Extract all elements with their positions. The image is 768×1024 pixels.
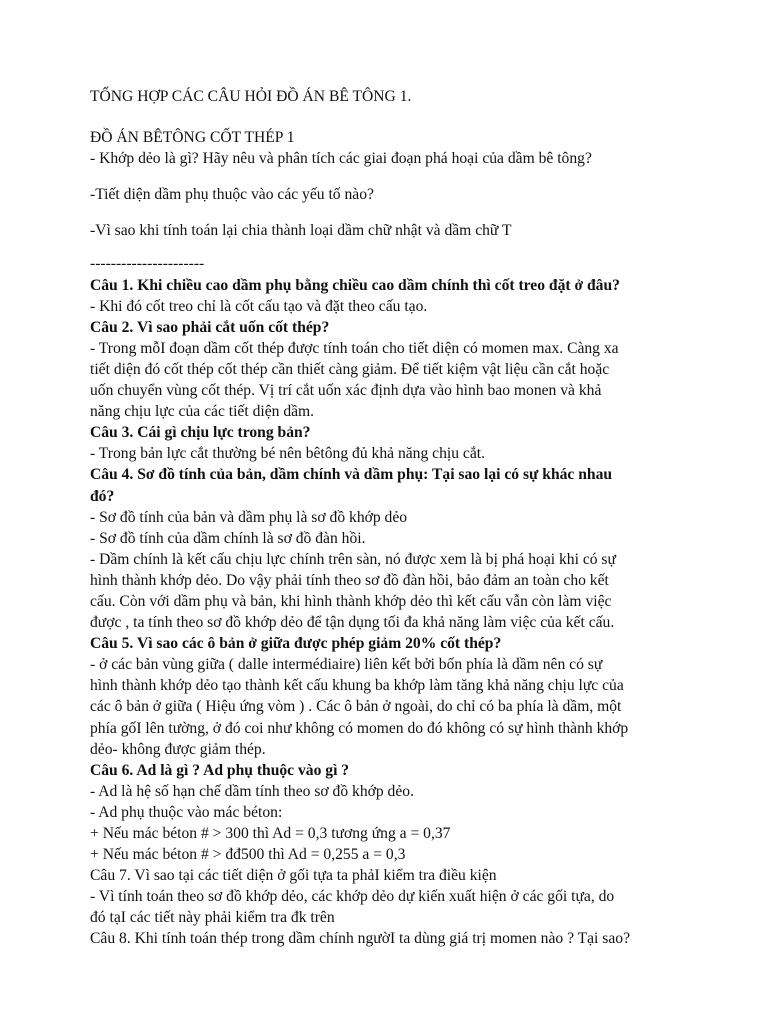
answer-7-line-2: đó tạI các tiết này phải kiểm tra đk trên xyxy=(90,909,335,927)
answer-5-line-5: dẻo- không được giảm thép. xyxy=(90,740,266,758)
question-8: Câu 8. Khi tính toán thép trong dầm chính ngườI ta dùng giá trị momen nào ? Tại sao? xyxy=(90,930,630,948)
answer-5-line-1: - ở các bản vùng giữa ( dalle intermédiaire) liên kết bởi bốn phía là dầm nên có sự xyxy=(90,656,603,674)
answer-7-line-1: - Vì tính toán theo sơ đồ khớp dẻo, các khớp dẻo dự kiến xuất hiện ở các gối tựa, do xyxy=(90,888,615,906)
answer-3: - Trong bản lực cắt thường bé nên bêtông đủ khả năng chịu cắt. xyxy=(90,445,485,463)
document-title: TỔNG HỢP CÁC CÂU HỎI ĐỒ ÁN BÊ TÔNG 1. xyxy=(90,88,412,105)
question-6: Câu 6. Ad là gì ? Ad phụ thuộc vào gì ? xyxy=(90,761,350,779)
answer-6-line-2: - Ad phụ thuộc vào mác béton: xyxy=(90,803,283,821)
answer-6-line-1: - Ad là hệ số hạn chế dầm tính theo sơ đồ khớp dẻo. xyxy=(90,782,414,800)
answer-6-line-4: + Nếu mác béton # > đđ500 thì Ad = 0,255 a = 0,3 xyxy=(90,846,406,864)
answer-4-line-4: hình thành khớp dẻo. Do vậy phải tính theo sơ đồ đàn hồi, bảo đảm an toàn cho kết xyxy=(90,571,609,589)
document-subtitle: ĐỒ ÁN BÊTÔNG CỐT THÉP 1 xyxy=(90,129,295,147)
answer-1: - Khi đó cốt treo chỉ là cốt cấu tạo và đặt theo cấu tạo. xyxy=(90,297,428,315)
question-7: Câu 7. Vì sao tại các tiết diện ở gối tựa ta phảI kiểm tra điều kiện xyxy=(90,867,497,885)
answer-2-line-4: năng chịu lực của các tiết diện dầm. xyxy=(90,403,315,421)
intro-line-1: - Khớp dẻo là gì? Hãy nêu và phân tích các giai đoạn phá hoại của dầm bê tông? xyxy=(90,150,592,168)
answer-6-line-3: + Nếu mác béton # > 300 thì Ad = 0,3 tương ứng a = 0,37 xyxy=(90,825,451,842)
intro-line-2: -Tiết diện dầm phụ thuộc vào các yếu tố nào? xyxy=(90,186,374,204)
answer-2-line-3: uốn chuyển vùng cốt thép. Vị trí cắt uốn xác định dựa vào hình bao monen và khả xyxy=(90,382,602,400)
answer-4-line-3: - Dầm chính là kết cấu chịu lực chính trên sàn, nó được xem là bị phá hoại khi có sự xyxy=(90,550,616,568)
answer-4-line-2: - Sơ đồ tính của dầm chính là sơ đồ đàn hồi. xyxy=(90,529,366,547)
question-2: Câu 2. Vì sao phải cắt uốn cốt thép? xyxy=(90,318,330,336)
answer-5-line-2: hình thành khớp dẻo tạo thành kết cấu khung ba khớp làm tăng khả năng chịu lực của xyxy=(90,677,624,695)
answer-2-line-1: - Trong mỗI đoạn dầm cốt thép được tính toán cho tiết diện có momen max. Càng xa xyxy=(90,339,619,357)
question-3: Câu 3. Cái gì chịu lực trong bản? xyxy=(90,424,311,442)
question-1: Câu 1. Khi chiều cao dầm phụ bằng chiều cao dầm chính thì cốt treo đặt ở đâu? xyxy=(90,276,620,294)
answer-2-line-2: tiết diện đó cốt thép cốt thép cần thiết càng giảm. Để tiết kiệm vật liệu cần cắt hoặc xyxy=(90,360,610,378)
document-body xyxy=(90,86,690,950)
answer-4-line-5: cấu. Còn với dầm phụ và bản, khi hình thành khớp dẻo thì kết cấu vẫn còn làm việc xyxy=(90,592,612,610)
question-4-line-1: Câu 4. Sơ đồ tính của bản, dầm chính và dầm phụ: Tại sao lại có sự khác nhau xyxy=(90,466,613,484)
answer-4-line-1: - Sơ đồ tính của bản và dầm phụ là sơ đồ khớp dẻo xyxy=(90,508,408,526)
separator-line: ---------------------- xyxy=(90,255,205,273)
answer-5-line-3: các ô bản ở giữa ( Hiệu ứng vòm ) . Các ô bản ở ngoài, do chỉ có ba phía là dầm, một xyxy=(90,698,622,716)
question-4-line-2: đó? xyxy=(90,487,115,505)
intro-line-3: -Vì sao khi tính toán lại chia thành loại dầm chữ nhật và dầm chữ T xyxy=(90,222,512,240)
answer-5-line-4: phía gốI lên tường, ở đó coi như không có momen do đó không có sự hình thành khớp xyxy=(90,719,629,737)
answer-4-line-6: được , ta tính theo sơ đồ khớp dẻo để tận dụng tối đa khả năng làm việc của kết cấu. xyxy=(90,614,615,632)
question-5: Câu 5. Vì sao các ô bản ở giữa được phép giảm 20% cốt thép? xyxy=(90,635,502,653)
